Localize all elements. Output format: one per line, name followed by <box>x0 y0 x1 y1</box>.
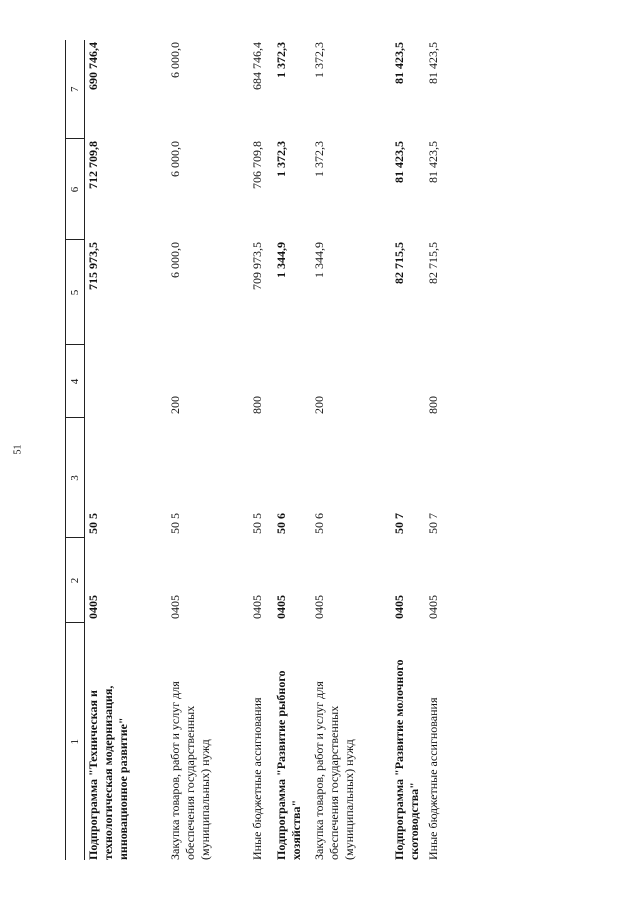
table-row <box>425 40 457 860</box>
row-name: Закупка товаров, работ и услуг для обеспечения государственных (муниципальных) нужд <box>168 681 212 860</box>
amount-col-5: 715 973,5 <box>86 242 100 290</box>
amount-col-6: 81 423,5 <box>392 141 406 183</box>
header-col-2: 2 <box>66 538 85 623</box>
amount-col-7: 690 746,4 <box>86 42 100 90</box>
amount-col-6: 706 709,8 <box>250 141 264 189</box>
header-col-6: 6 <box>66 139 85 240</box>
amount-col-7: 684 746,4 <box>250 42 264 90</box>
amount-col-5: 1 344,9 <box>274 242 288 278</box>
expense-type <box>391 345 425 418</box>
table-row <box>167 40 249 860</box>
row-name: Иные бюджетные ассигнования <box>250 697 264 860</box>
amount-col-7: 1 372,3 <box>312 42 326 78</box>
amount-col-5: 82 715,5 <box>392 242 406 284</box>
header-col-4: 4 <box>66 345 85 418</box>
table-row <box>391 40 425 860</box>
table-row <box>273 40 311 860</box>
section-code: 0405 <box>168 595 182 619</box>
expense-type: 200 <box>168 396 182 414</box>
header-col-5: 5 <box>66 240 85 345</box>
amount-col-6: 712 709,8 <box>86 141 100 189</box>
table-row <box>311 40 391 860</box>
budget-table-rotated <box>65 40 535 860</box>
row-name: Подпрограмма "Техническая и технологическая модернизация, инновационное развитие" <box>86 685 130 860</box>
amount-col-6: 81 423,5 <box>426 141 440 183</box>
section-code: 0405 <box>392 595 406 619</box>
amount-col-7: 81 423,5 <box>426 42 440 84</box>
section-code: 0405 <box>250 595 264 619</box>
table-row <box>249 40 273 860</box>
expense-type: 200 <box>312 396 326 414</box>
amount-col-5: 1 344,9 <box>312 242 326 278</box>
page-number: 51 <box>12 444 24 455</box>
expense-type: 800 <box>426 396 440 414</box>
amount-col-7: 6 000,0 <box>168 42 182 78</box>
header-col-1: 1 <box>66 623 85 860</box>
target-code: 50 6 <box>274 513 288 534</box>
target-code: 50 7 <box>392 513 406 534</box>
row-name: Подпрограмма "Развитие рыбного хозяйства" <box>274 670 303 860</box>
row-name: Закупка товаров, работ и услуг для обеспечения государственных (муниципальных) нужд <box>312 681 356 860</box>
amount-col-6: 1 372,3 <box>274 141 288 177</box>
expense-type <box>85 345 168 418</box>
amount-col-7: 1 372,3 <box>274 42 288 78</box>
header-col-7: 7 <box>66 40 85 139</box>
amount-col-5: 709 973,5 <box>250 242 264 290</box>
expense-type: 800 <box>250 396 264 414</box>
amount-col-7: 81 423,5 <box>392 42 406 84</box>
section-code: 0405 <box>274 595 288 619</box>
target-code: 50 5 <box>250 513 264 534</box>
table-header-row <box>66 40 85 860</box>
amount-col-6: 6 000,0 <box>168 141 182 177</box>
expense-type <box>273 345 311 418</box>
header-col-3: 3 <box>66 418 85 538</box>
target-code: 50 6 <box>312 513 326 534</box>
amount-col-6: 1 372,3 <box>312 141 326 177</box>
row-name: Иные бюджетные ассигнования <box>426 697 440 860</box>
table-row <box>85 40 168 860</box>
target-code: 50 7 <box>426 513 440 534</box>
section-code: 0405 <box>312 595 326 619</box>
section-code: 0405 <box>426 595 440 619</box>
section-code: 0405 <box>86 595 100 619</box>
budget-table <box>65 40 457 860</box>
target-code: 50 5 <box>168 513 182 534</box>
row-name: Подпрограмма "Развитие молочного скотоводства" <box>392 659 421 860</box>
amount-col-5: 82 715,5 <box>426 242 440 284</box>
target-code: 50 5 <box>86 513 100 534</box>
amount-col-5: 6 000,0 <box>168 242 182 278</box>
